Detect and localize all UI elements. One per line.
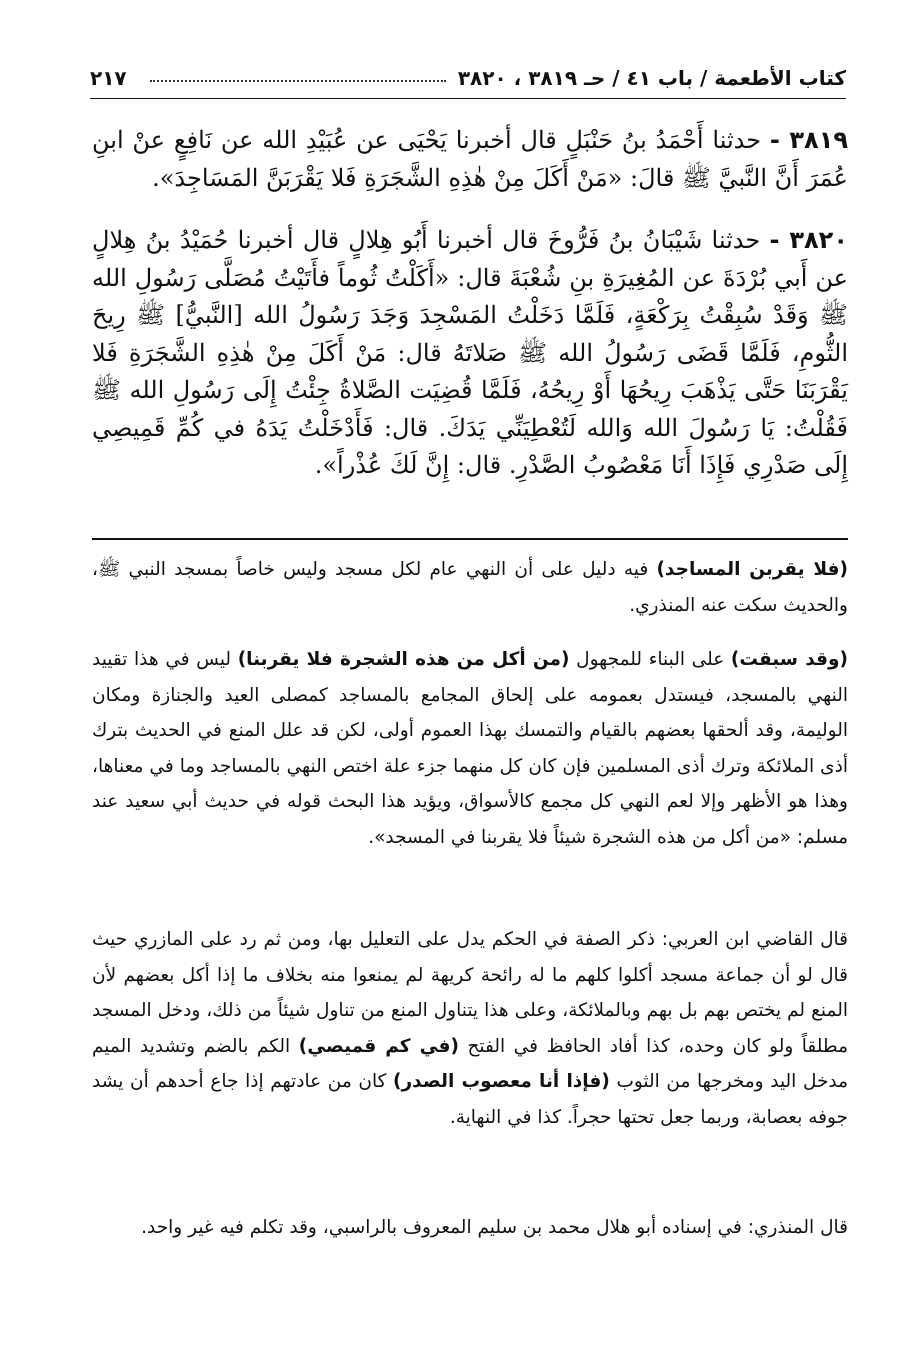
quoted-term: (في كم قميصي) <box>298 1035 459 1057</box>
commentary-text: قال القاضي ابن العربي: ذكر الصفة في الحكم يدل على التعليل بها، ومن ثم رد على المازري حيث قال لو أن جماعة مسجد أكلوا كلهم ما له رائحة كريهة لم يمنعوا منه بخلاف ما إذا أكل بعضهم لأن المنع لم يختص بهم بل بهم وبالملائكة، وعلى هذا يتناول المنع من تناول شيئاً من ذلك، ودخل المسجد مطلقاً ولو كان وحده، كذا أفاد الحافظ في الفتح <box>92 929 848 1057</box>
quoted-term: (فإذا أنا معصوب الصدر) <box>393 1071 610 1092</box>
commentary-paragraph <box>92 922 848 1135</box>
quoted-term: (من أكل من هذه الشجرة فلا يقربنا) <box>237 649 570 670</box>
hadith-3819 <box>92 122 848 197</box>
chapter-title: كتاب الأطعمة / باب ٤١ / حـ ٣٨١٩ ، ٣٨٢٠ <box>457 66 846 90</box>
running-header <box>90 58 846 99</box>
quoted-term: (وقد سبقت) <box>730 649 848 670</box>
commentary-text: قال المنذري: في إسناده أبو هلال محمد بن سليم المعروف بالراسبي، وقد تكلم فيه غير واحد. <box>141 1217 848 1238</box>
hadith-text: حدثنا شَيْبَانُ بنُ فَرُّوخَ قال أخبرنا أَبُو هِلالٍ قال أخبرنا حُمَيْدُ بنُ هِلالٍ عن أَبي بُرْدَةَ عن المُغِيرَةِ بنِ شُعْبَةَ قال: «أَكَلْتُ ثُوماً فأَتَيْتُ مُصَلَّى رَسُولِ الله ﷺ وَقَدْ سُبِقْتُ بِرَكْعَةٍ، فَلَمَّا دَخَلْتُ المَسْجِدَ وَجَدَ رَسُولُ الله [النَّبيُّ] ﷺ رِيحَ الثُّومِ، فَلَمَّا قَضَى رَسُولُ الله ﷺ صَلاتَهُ قال: مَنْ أَكَلَ مِنْ هٰذِهِ الشَّجَرَةِ فَلا يَقْرَبَنَا حَتَّى يَذْهَبَ رِيحُهَا أَوْ رِيحُهُ، فَلَمَّا قُضِيَت الصَّلاةُ جِئْتُ إِلَى رَسُولِ الله ﷺ فَقُلْتُ: يَا رَسُولَ الله وَالله لَتُعْطِيَنِّي يَدَكَ. قال: فَأَدْخَلْتُ يَدَهُ في كُمِّ قَمِيصِي إِلَى صَدْرِي فَإِذَا أَنَا مَعْصُوبُ الصَّدْرِ. قال: إِنَّ لَكَ عُذْراً». <box>92 226 848 479</box>
page-number: ٢١٧ <box>90 66 127 90</box>
commentary-text: الكم بالضم وتشديد الميم مدخل اليد ومخرجها من الثوب <box>92 1035 849 1092</box>
leader-dots <box>150 80 446 82</box>
commentary-paragraph <box>92 642 848 855</box>
commentary-paragraph <box>92 552 848 623</box>
hadith-3820 <box>92 222 848 485</box>
quoted-term: (فلا يقربن المساجد) <box>656 559 848 580</box>
hadith-number: ٣٨١٩ - <box>769 126 848 154</box>
hadith-number: ٣٨٢٠ - <box>769 226 848 254</box>
commentary-paragraph <box>92 1210 848 1246</box>
commentary-text: على البناء للمجهول <box>569 649 731 670</box>
commentary-text: ليس في هذا تقييد النهي بالمسجد، فيستدل بعمومه على إلحاق المجامع بالمساجد كمصلى العيد والجنازة ومكان الوليمة، وقد ألحقها بعضهم بالقيام والتمسك بهذا العموم أولى، لكن قد علل المنع في الحديث بترك أذى الملائكة وترك أذى المسلمين فإن كان كل منهما جزء علة اختص النهي بالمساجد وما في معناها، وهذا هو الأظهر وإلا لعم النهي كل مجمع كالأسواق، ويؤيد هذا البحث قوله في حديث أبي سعيد عند مسلم: «من أكل من هذه الشجرة شيئاً فلا يقربنا في المسجد». <box>92 649 848 848</box>
commentary-text: فيه دليل على أن النهي عام لكل مسجد وليس خاصاً بمسجد النبي ﷺ، والحديث سكت عنه المنذري. <box>92 559 848 616</box>
commentary-text: كان من عادتهم إذا جاع أحدهم أن يشد جوفه بعصابة، وربما جعل تحتها حجراً. كذا في النهاية. <box>92 1071 848 1128</box>
footnote-divider <box>92 538 848 540</box>
hadith-text: حدثنا أَحْمَدُ بنُ حَنْبَلٍ قال أخبرنا يَحْيَى عن عُبَيْدِ الله عن نَافِعٍ عنْ ابنِ عُمَرَ أَنَّ النَّبيَّ ﷺ قالَ: «مَنْ أَكَلَ مِنْ هٰذِهِ الشَّجَرَةِ فَلا يَقْرَبَنَّ المَسَاجِدَ». <box>92 126 848 192</box>
